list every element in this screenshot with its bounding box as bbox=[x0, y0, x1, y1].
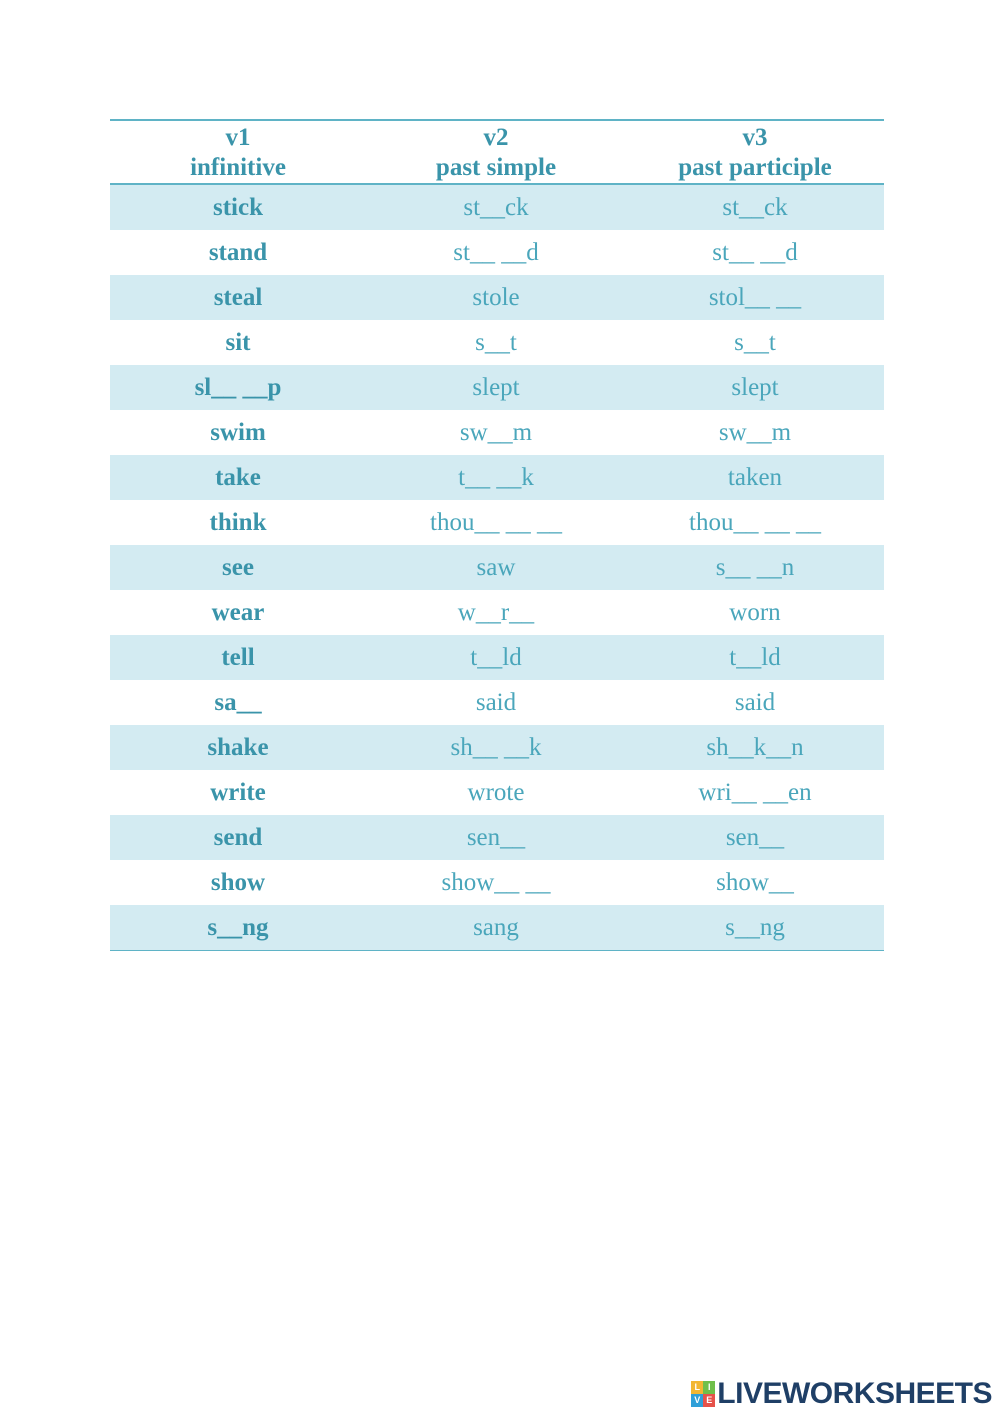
cell-past-simple: wrote bbox=[366, 770, 626, 815]
header-v1-label: infinitive bbox=[190, 154, 286, 181]
cell-past-participle[interactable]: show__ bbox=[626, 860, 884, 905]
cell-past-simple[interactable]: sh__ __k bbox=[366, 725, 626, 770]
cell-past-participle[interactable]: thou__ __ __ bbox=[626, 500, 884, 545]
header-v1 bbox=[110, 121, 366, 184]
cell-past-participle: worn bbox=[626, 590, 884, 635]
cell-past-simple: sang bbox=[366, 905, 626, 950]
table-row bbox=[110, 590, 884, 635]
cell-past-simple: slept bbox=[366, 365, 626, 410]
logo-letter-l: L bbox=[691, 1381, 703, 1394]
cell-past-participle[interactable]: st__ __d bbox=[626, 230, 884, 275]
cell-infinitive: write bbox=[110, 770, 366, 815]
cell-infinitive[interactable]: sl__ __p bbox=[110, 365, 366, 410]
cell-past-simple[interactable]: t__ __k bbox=[366, 455, 626, 500]
table-row bbox=[110, 184, 884, 230]
table-row bbox=[110, 635, 884, 680]
cell-infinitive: swim bbox=[110, 410, 366, 455]
header-v3-code: v3 bbox=[742, 124, 768, 151]
table-row bbox=[110, 455, 884, 500]
header-v1-code: v1 bbox=[225, 124, 251, 151]
logo-letter-i: I bbox=[703, 1381, 715, 1394]
cell-infinitive: see bbox=[110, 545, 366, 590]
table-row bbox=[110, 815, 884, 860]
cell-infinitive: stick bbox=[110, 184, 366, 230]
cell-past-participle[interactable]: sw__m bbox=[626, 410, 884, 455]
cell-infinitive[interactable]: sa__ bbox=[110, 680, 366, 725]
cell-past-participle: taken bbox=[626, 455, 884, 500]
table-row bbox=[110, 410, 884, 455]
cell-past-simple[interactable]: t__ld bbox=[366, 635, 626, 680]
cell-past-simple[interactable]: st__ __d bbox=[366, 230, 626, 275]
table-row bbox=[110, 320, 884, 365]
liveworksheets-logo-icon bbox=[691, 1381, 715, 1407]
table-row bbox=[110, 905, 884, 950]
table-row bbox=[110, 725, 884, 770]
header-v2-label: past simple bbox=[435, 154, 557, 181]
header-v2-code: v2 bbox=[483, 124, 509, 151]
cell-infinitive: steal bbox=[110, 275, 366, 320]
table-row bbox=[110, 275, 884, 320]
table-header bbox=[110, 121, 884, 184]
irregular-verbs-table bbox=[110, 121, 884, 950]
brand-wordmark: LIVEWORKSHEETS bbox=[717, 1377, 992, 1410]
logo-letter-e: E bbox=[703, 1394, 715, 1407]
cell-past-simple[interactable]: w__r__ bbox=[366, 590, 626, 635]
cell-past-participle[interactable]: sh__k__n bbox=[626, 725, 884, 770]
cell-past-participle[interactable]: s__t bbox=[626, 320, 884, 365]
cell-past-participle[interactable]: t__ld bbox=[626, 635, 884, 680]
cell-past-simple[interactable]: thou__ __ __ bbox=[366, 500, 626, 545]
cell-past-participle[interactable]: s__ng bbox=[626, 905, 884, 950]
cell-infinitive: sit bbox=[110, 320, 366, 365]
verb-table-container bbox=[110, 119, 884, 951]
cell-past-simple[interactable]: sw__m bbox=[366, 410, 626, 455]
cell-past-participle[interactable]: sen__ bbox=[626, 815, 884, 860]
cell-past-participle[interactable]: s__ __n bbox=[626, 545, 884, 590]
cell-past-simple[interactable]: st__ck bbox=[366, 184, 626, 230]
cell-infinitive: tell bbox=[110, 635, 366, 680]
cell-past-participle: slept bbox=[626, 365, 884, 410]
cell-past-simple: said bbox=[366, 680, 626, 725]
logo-letter-v: V bbox=[691, 1394, 703, 1407]
cell-infinitive: take bbox=[110, 455, 366, 500]
liveworksheets-brand bbox=[691, 1379, 992, 1409]
cell-infinitive[interactable]: s__ng bbox=[110, 905, 366, 950]
table-row bbox=[110, 860, 884, 905]
header-v3-label: past participle bbox=[678, 154, 832, 181]
cell-infinitive: stand bbox=[110, 230, 366, 275]
cell-past-participle: said bbox=[626, 680, 884, 725]
cell-past-simple[interactable]: show__ __ bbox=[366, 860, 626, 905]
header-v3 bbox=[626, 121, 884, 184]
cell-past-simple[interactable]: sen__ bbox=[366, 815, 626, 860]
table-row bbox=[110, 365, 884, 410]
cell-past-participle[interactable]: st__ck bbox=[626, 184, 884, 230]
cell-infinitive: wear bbox=[110, 590, 366, 635]
table-row bbox=[110, 770, 884, 815]
table-row bbox=[110, 680, 884, 725]
cell-past-simple: saw bbox=[366, 545, 626, 590]
cell-infinitive: show bbox=[110, 860, 366, 905]
table-row bbox=[110, 230, 884, 275]
cell-past-participle[interactable]: wri__ __en bbox=[626, 770, 884, 815]
cell-past-participle[interactable]: stol__ __ bbox=[626, 275, 884, 320]
header-row bbox=[110, 121, 884, 184]
cell-infinitive: think bbox=[110, 500, 366, 545]
cell-past-simple[interactable]: s__t bbox=[366, 320, 626, 365]
table-row bbox=[110, 545, 884, 590]
cell-past-simple: stole bbox=[366, 275, 626, 320]
cell-infinitive: send bbox=[110, 815, 366, 860]
table-row bbox=[110, 500, 884, 545]
table-body bbox=[110, 184, 884, 950]
cell-infinitive: shake bbox=[110, 725, 366, 770]
header-v2 bbox=[366, 121, 626, 184]
